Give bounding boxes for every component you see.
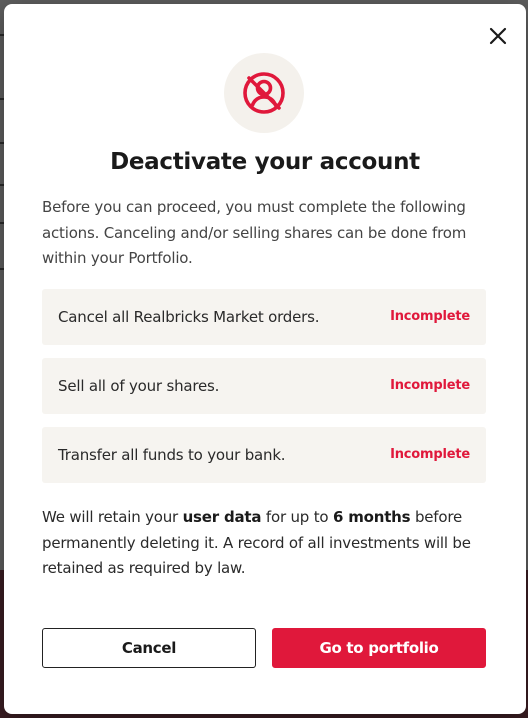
go-to-portfolio-button[interactable]: Go to portfolio xyxy=(272,628,486,668)
header-icon-container xyxy=(224,53,304,133)
modal-title: Deactivate your account xyxy=(110,149,420,175)
task-item xyxy=(42,427,486,483)
close-icon xyxy=(489,27,507,45)
retention-text: for up to xyxy=(261,508,333,526)
deactivate-account-modal xyxy=(4,4,526,714)
retention-text: We will retain your xyxy=(42,508,183,526)
task-label: Cancel all Realbricks Market orders. xyxy=(58,308,320,326)
data-retention-notice xyxy=(42,505,488,582)
task-status-badge: Incomplete xyxy=(390,309,470,324)
modal-intro-text: Before you can proceed, you must complete the following actions. Canceling and/or selling shares can be done from within your Portfolio. xyxy=(42,198,467,267)
task-status-badge: Incomplete xyxy=(390,378,470,393)
task-label: Transfer all funds to your bank. xyxy=(58,446,286,464)
task-item xyxy=(42,358,486,414)
task-label: Sell all of your shares. xyxy=(58,377,220,395)
cancel-button[interactable]: Cancel xyxy=(42,628,256,668)
task-status-badge: Incomplete xyxy=(390,447,470,462)
task-item xyxy=(42,289,486,345)
retention-text: before permanently deleting it. A record of all investments will be retained as required by law. xyxy=(42,508,471,577)
close-button[interactable] xyxy=(484,22,512,50)
retention-highlight-user-data: user data xyxy=(182,508,262,526)
retention-highlight-duration: 6 months xyxy=(332,508,411,526)
user-slash-icon xyxy=(240,69,288,117)
